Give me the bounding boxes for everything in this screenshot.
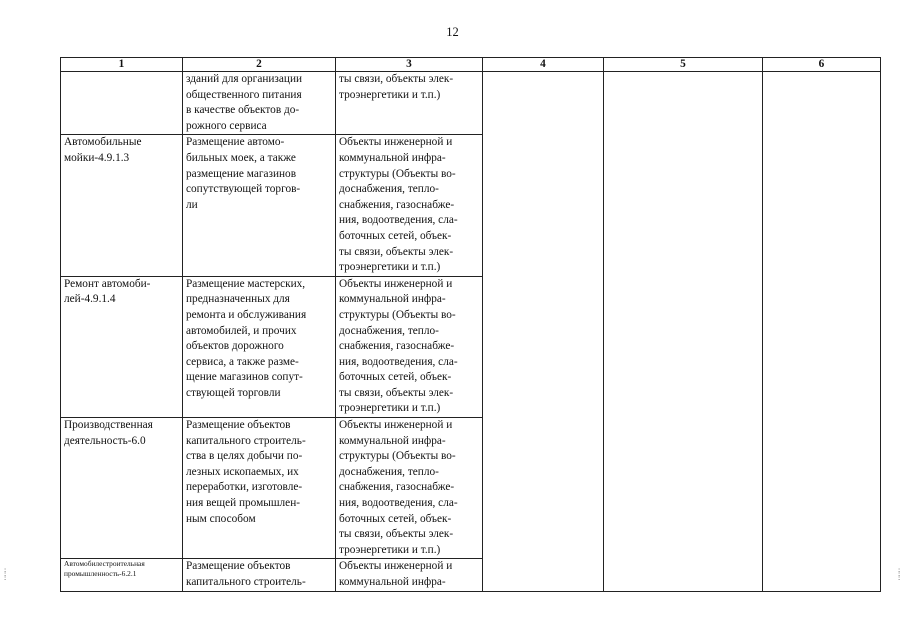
table-header-row [61, 58, 881, 72]
zoning-table [60, 57, 881, 592]
permitted-use-name: Автомобильные мойки-4.9.1.3 [61, 135, 183, 276]
permitted-use-utilities: Объекты инженерной и коммунальной инфра- структуры (Объекты во- доснабжения, тепло- снабжения, газоснабже- ния, водоотведения, сла- боточных сетей, объек- ты связи, объекты элек- троэнергетики и т.п.) [336, 135, 483, 276]
permitted-use-name [61, 72, 183, 135]
column-6-cell [763, 72, 881, 592]
column-header-2: 2 [183, 58, 336, 72]
column-header-3: 3 [336, 58, 483, 72]
page-number: 12 [446, 25, 459, 39]
permitted-use-utilities: Объекты инженерной и коммунальной инфра- структуры (Объекты во- доснабжения, тепло- снабжения, газоснабже- ния, водоотведения, сла- боточных сетей, объек- ты связи, объекты элек- троэнергетики и т.п.) [336, 276, 483, 417]
permitted-use-description: Размещение объектов капитального строитель- ства в целях добычи по- лезных ископаемых, их переработки, изготовле- ния вещей промышлен- ным способом [183, 418, 336, 559]
permitted-use-utilities: Объекты инженерной и коммунальной инфра- структуры (Объекты во- доснабжения, тепло- снабжения, газоснабже- ния, водоотведения, сла- боточных сетей, объек- ты связи, объекты элек- троэнергетики и т.п.) [336, 418, 483, 559]
table-row [61, 72, 881, 135]
column-header-1: 1 [61, 58, 183, 72]
permitted-use-description: Размещение объектов капитального строитель- [183, 559, 336, 591]
column-header-6: 6 [763, 58, 881, 72]
permitted-use-description: зданий для организации общественного питания в качестве объектов до- рожного сервиса [183, 72, 336, 135]
permitted-use-name: Ремонт автомоби- лей-4.9.1.4 [61, 276, 183, 417]
permitted-use-name: Автомобилестроительная промышленность-6.2.1 [61, 559, 183, 591]
permitted-use-name: Производственная деятельность-6.0 [61, 418, 183, 559]
scan-margin-mark-right: : : : [897, 566, 902, 582]
column-header-4: 4 [483, 58, 604, 72]
permitted-use-utilities: ты связи, объекты элек- троэнергетики и т.п.) [336, 72, 483, 135]
permitted-use-description: Размещение автомо- бильных моек, а также размещение магазинов сопутствующей торгов- ли [183, 135, 336, 276]
permitted-use-utilities: Объекты инженерной и коммунальной инфра- [336, 559, 483, 591]
scan-margin-mark-left: : : : [3, 566, 8, 582]
column-5-cell [604, 72, 763, 592]
column-4-cell [483, 72, 604, 592]
permitted-use-description: Размещение мастерских, предназначенных для ремонта и обслуживания автомобилей, и прочих объектов дорожного сервиса, а также разме- щение магазинов сопут- ствующей торговли [183, 276, 336, 417]
column-header-5: 5 [604, 58, 763, 72]
